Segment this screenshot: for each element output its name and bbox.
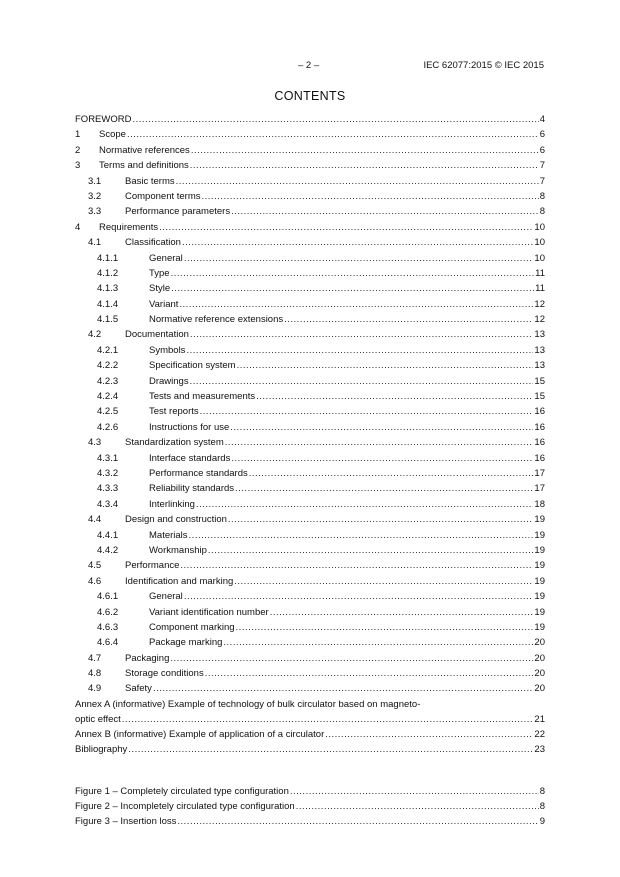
dot-leader: [230, 420, 533, 435]
dot-leader: [237, 358, 534, 373]
toc-entry-number: 4.2.3: [97, 375, 119, 387]
toc-entry[interactable]: [75, 742, 545, 757]
toc-entry-page: 13: [534, 329, 545, 341]
toc-entry-page: 20: [534, 637, 545, 649]
toc-entry[interactable]: [75, 799, 545, 814]
toc-entry-label: Performance standards: [149, 467, 248, 479]
dot-leader: [177, 814, 538, 829]
toc-entry-page: 19: [534, 621, 545, 633]
toc-entry-label: optic effect: [75, 714, 121, 726]
dot-leader: [228, 512, 534, 527]
toc-entry-page: 13: [534, 360, 545, 372]
toc-entry-number: 4.3: [88, 437, 102, 449]
toc-entry-page: 6: [539, 144, 545, 156]
toc-entry-label: Standardization system: [125, 437, 224, 449]
toc-entry-label: Reliability standards: [149, 483, 235, 495]
toc-entry-page: 7: [539, 175, 545, 187]
toc-entry[interactable]: [75, 374, 545, 389]
toc-entry-page: 21: [534, 714, 545, 726]
toc-entry-label: Component marking: [149, 621, 235, 633]
toc-entry-label: Classification: [125, 237, 181, 249]
toc-entry[interactable]: [75, 312, 545, 327]
toc-entry[interactable]: [75, 451, 545, 466]
toc-entry-label: Requirements: [99, 221, 159, 233]
toc-entry-number: 4.6: [88, 575, 102, 587]
page-number: – 2 –: [298, 60, 320, 71]
toc-entry-number: 4.3.3: [97, 483, 119, 495]
toc-entry-number: 4.3.4: [97, 498, 119, 510]
dot-leader: [190, 327, 534, 342]
toc-entry-label: Basic terms: [125, 175, 175, 187]
dot-leader: [223, 635, 533, 650]
toc-entry[interactable]: [75, 681, 545, 696]
toc-entry-label: FOREWORD: [75, 114, 132, 125]
toc-entry-label: Component terms: [125, 190, 201, 202]
dot-leader: [270, 605, 534, 620]
toc-entry[interactable]: [75, 297, 545, 312]
toc-entry-number: 4.4: [88, 514, 102, 526]
toc-entry-page: 20: [534, 683, 545, 695]
toc-entry-number: 2: [75, 144, 81, 156]
toc-entry-label: Figure 2 – Incompletely circulated type configuration: [75, 801, 295, 813]
toc-entry-page: 8: [539, 785, 545, 797]
toc-entry-page: 19: [534, 529, 545, 541]
page-header: [0, 60, 620, 76]
toc-entry-number: 4.1: [88, 237, 102, 249]
dot-leader: [176, 174, 539, 189]
dot-leader: [296, 799, 539, 814]
toc-entry-label: General: [149, 591, 183, 603]
toc-entry-page: 7: [539, 160, 545, 172]
toc-entry-page: 12: [534, 298, 545, 310]
toc-entry[interactable]: [75, 727, 545, 742]
toc-entry-label: Figure 1 – Completely circulated type configuration: [75, 785, 289, 797]
toc-entry-label: Instructions for use: [149, 421, 230, 433]
toc-entry-page: 6: [539, 129, 545, 141]
toc-entry-page: 10: [534, 252, 545, 264]
toc-entry-label: Tests and measurements: [149, 391, 256, 403]
toc-entry-number: 3.2: [88, 190, 102, 202]
toc-entry-number: 4.9: [88, 683, 102, 695]
toc-entry-label: Storage conditions: [125, 668, 204, 680]
toc-entry-label: Normative references: [99, 144, 190, 156]
toc-entry[interactable]: [75, 784, 545, 799]
dot-leader: [196, 497, 533, 512]
toc-entry-label: Interface standards: [149, 452, 231, 464]
toc-entry-label: Performance parameters: [125, 206, 231, 218]
toc-entry[interactable]: [75, 466, 545, 481]
toc-entry-page: 10: [534, 237, 545, 249]
toc-entry[interactable]: [75, 343, 545, 358]
toc-entry-page: 17: [534, 467, 545, 479]
toc-spacer: [75, 758, 545, 784]
toc-entry[interactable]: [75, 112, 545, 127]
toc-entry-page: 15: [534, 391, 545, 403]
toc-entry-label: Drawings: [149, 375, 189, 387]
dot-leader: [191, 143, 539, 158]
toc-entry-page: 22: [534, 728, 545, 740]
dot-leader: [190, 158, 539, 173]
toc-entry[interactable]: [75, 127, 545, 142]
toc-entry-label: Variant identification number: [149, 606, 269, 618]
toc-entry-number: 3.3: [88, 206, 102, 218]
toc-entry-number: 4.1.4: [97, 298, 119, 310]
toc-entry-page: 23: [534, 744, 545, 756]
dot-leader: [171, 281, 534, 296]
toc-entry-number: 4: [75, 221, 81, 233]
dot-leader: [249, 466, 534, 481]
toc-entry-page: 19: [534, 575, 545, 587]
dot-leader: [208, 543, 534, 558]
toc-entry-number: 4.6.2: [97, 606, 119, 618]
toc-entry-number: 4.4.2: [97, 544, 119, 556]
toc-entry-page: 11: [535, 283, 545, 295]
toc-entry-page: 8: [539, 206, 545, 218]
dot-leader: [231, 204, 539, 219]
toc-entry-page: 19: [534, 514, 545, 526]
toc-entry-number: 4.1.5: [97, 314, 119, 326]
dot-leader: [256, 389, 533, 404]
toc-entry[interactable]: [75, 327, 545, 342]
dot-leader: [186, 343, 533, 358]
dot-leader: [205, 666, 534, 681]
toc-entry[interactable]: [75, 204, 545, 219]
toc-entry-label: Style: [149, 283, 171, 295]
dot-leader: [234, 574, 533, 589]
toc-entry-label: Identification and marking: [125, 575, 234, 587]
dot-leader: [325, 727, 533, 742]
dot-leader: [231, 451, 533, 466]
toc-entry-number: 4.1.1: [97, 252, 119, 264]
toc-entry-number: 4.2.1: [97, 344, 119, 356]
toc-entry[interactable]: [75, 543, 545, 558]
toc-entry[interactable]: [75, 620, 545, 635]
toc-entry-label: Normative reference extensions: [149, 314, 284, 326]
toc-entry-page: 10: [534, 221, 545, 233]
toc-entry-page: 12: [534, 314, 545, 326]
toc-entry-number: 3.1: [88, 175, 102, 187]
toc-entry[interactable]: [75, 666, 545, 681]
toc-entry-number: 4.2.2: [97, 360, 119, 372]
dot-leader: [171, 266, 535, 281]
standard-reference: IEC 62077:2015 © IEC 2015: [423, 60, 544, 71]
toc-entry-label: General: [149, 252, 183, 264]
dot-leader: [128, 742, 533, 757]
dot-leader: [200, 404, 534, 419]
dot-leader: [189, 528, 534, 543]
dot-leader: [202, 189, 539, 204]
toc-entry[interactable]: [75, 697, 545, 727]
toc-entry-page: 8: [539, 190, 545, 202]
toc-entry[interactable]: [75, 143, 545, 158]
toc-entry-number: 4.2: [88, 329, 102, 341]
toc-entry-page: 19: [534, 606, 545, 618]
toc-entry[interactable]: [75, 189, 545, 204]
toc-entry-label: Specification system: [149, 360, 236, 372]
dot-leader: [284, 312, 533, 327]
toc-entry-label: Design and construction: [125, 514, 227, 526]
dot-leader: [182, 235, 533, 250]
toc-entry-label: Workmanship: [149, 544, 207, 556]
dot-leader: [153, 681, 533, 696]
toc-entry-label: Terms and definitions: [99, 160, 189, 172]
dot-leader: [170, 651, 533, 666]
toc-entry[interactable]: [75, 497, 545, 512]
toc-entry-label: Documentation: [125, 329, 189, 341]
toc-entry-page: 19: [534, 560, 545, 572]
toc-entry[interactable]: [75, 158, 545, 173]
toc-entry[interactable]: [75, 635, 545, 650]
dot-leader: [179, 297, 533, 312]
toc-entry[interactable]: [75, 235, 545, 250]
toc-entry-page: 16: [534, 406, 545, 418]
toc-entry-number: 4.7: [88, 652, 102, 664]
dot-leader: [159, 220, 533, 235]
toc-entry-number: 4.1.2: [97, 267, 119, 279]
toc-entry-label: Bibliography: [75, 744, 128, 756]
toc-entry[interactable]: [75, 558, 545, 573]
toc-entry[interactable]: [75, 220, 545, 235]
toc-entry-label: Type: [149, 267, 170, 279]
dot-leader: [132, 112, 538, 127]
toc-entry-page: 8: [539, 801, 545, 813]
toc-entry-number: 4.2.5: [97, 406, 119, 418]
toc-entry-page: 16: [534, 437, 545, 449]
dot-leader: [122, 712, 534, 727]
dot-leader: [184, 589, 534, 604]
toc-entry-number: 3: [75, 160, 81, 172]
toc-entry-number: 4.8: [88, 668, 102, 680]
toc-entry[interactable]: [75, 574, 545, 589]
toc-entry-page: 13: [534, 344, 545, 356]
dot-leader: [290, 784, 539, 799]
dot-leader: [184, 251, 534, 266]
toc-entry-page: 19: [534, 544, 545, 556]
dot-leader: [190, 374, 534, 389]
toc-entry[interactable]: [75, 605, 545, 620]
toc-entry-page: 4: [539, 114, 545, 125]
toc-entry-label: Performance: [125, 560, 180, 572]
toc-entry-page: 16: [534, 452, 545, 464]
toc-entry-page: 20: [534, 668, 545, 680]
toc-entry-page: 11: [535, 267, 545, 279]
toc-entry-label: Safety: [125, 683, 152, 695]
toc-entry-page: 20: [534, 652, 545, 664]
toc-entry[interactable]: [75, 435, 545, 450]
toc-entry[interactable]: [75, 814, 545, 829]
dot-leader: [127, 127, 539, 142]
toc-entry-number: 1: [75, 129, 81, 141]
toc-entry-page: 17: [534, 483, 545, 495]
toc-entry[interactable]: [75, 174, 545, 189]
toc-entry-label: Interlinking: [149, 498, 195, 510]
toc-entry-number: 4.4.1: [97, 529, 119, 541]
toc-entry[interactable]: [75, 528, 545, 543]
toc-entry-number: 4.3.2: [97, 467, 119, 479]
toc-entry[interactable]: [75, 404, 545, 419]
toc-entry-number: 4.2.4: [97, 391, 119, 403]
toc-entry-number: 4.6.3: [97, 621, 119, 633]
toc-entry-number: 4.1.3: [97, 283, 119, 295]
toc-entry[interactable]: [75, 589, 545, 604]
dot-leader: [180, 558, 533, 573]
toc-entry[interactable]: [75, 251, 545, 266]
toc-entry-page: 18: [534, 498, 545, 510]
toc-entry[interactable]: [75, 651, 545, 666]
page-title: CONTENTS: [274, 89, 346, 103]
toc-entry[interactable]: [75, 420, 545, 435]
toc-entry-label: Symbols: [149, 344, 186, 356]
toc-entry[interactable]: [75, 358, 545, 373]
toc-entry[interactable]: [75, 281, 545, 296]
toc-entry-label: Test reports: [149, 406, 199, 418]
toc-entry-label: Materials: [149, 529, 188, 541]
toc-entry-label: Variant: [149, 298, 179, 310]
toc-entry-label: Scope: [99, 129, 126, 141]
table-of-contents: [75, 112, 545, 830]
dot-leader: [235, 481, 533, 496]
toc-entry[interactable]: [75, 512, 545, 527]
toc-entry-number: 4.6.4: [97, 637, 119, 649]
toc-entry[interactable]: [75, 389, 545, 404]
toc-entry-number: 4.5: [88, 560, 102, 572]
toc-entry-label: Figure 3 – Insertion loss: [75, 816, 177, 828]
toc-entry-page: 15: [534, 375, 545, 387]
toc-entry-page: 19: [534, 591, 545, 603]
toc-entry-number: 4.6.1: [97, 591, 119, 603]
toc-entry-label: Packaging: [125, 652, 170, 664]
toc-entry-label: Annex B (informative) Example of application of a circulator: [75, 728, 325, 740]
toc-entry-number: 4.3.1: [97, 452, 119, 464]
toc-entry-page: 9: [539, 816, 545, 828]
toc-entry-label-line1: Annex A (informative) Example of technology of bulk circulator based on magneto-: [75, 698, 421, 710]
toc-entry-label: Package marking: [149, 637, 223, 649]
toc-entry-number: 4.2.6: [97, 421, 119, 433]
dot-leader: [236, 620, 534, 635]
toc-entry-page: 16: [534, 421, 545, 433]
dot-leader: [225, 435, 534, 450]
toc-entry[interactable]: [75, 266, 545, 281]
toc-entry[interactable]: [75, 481, 545, 496]
